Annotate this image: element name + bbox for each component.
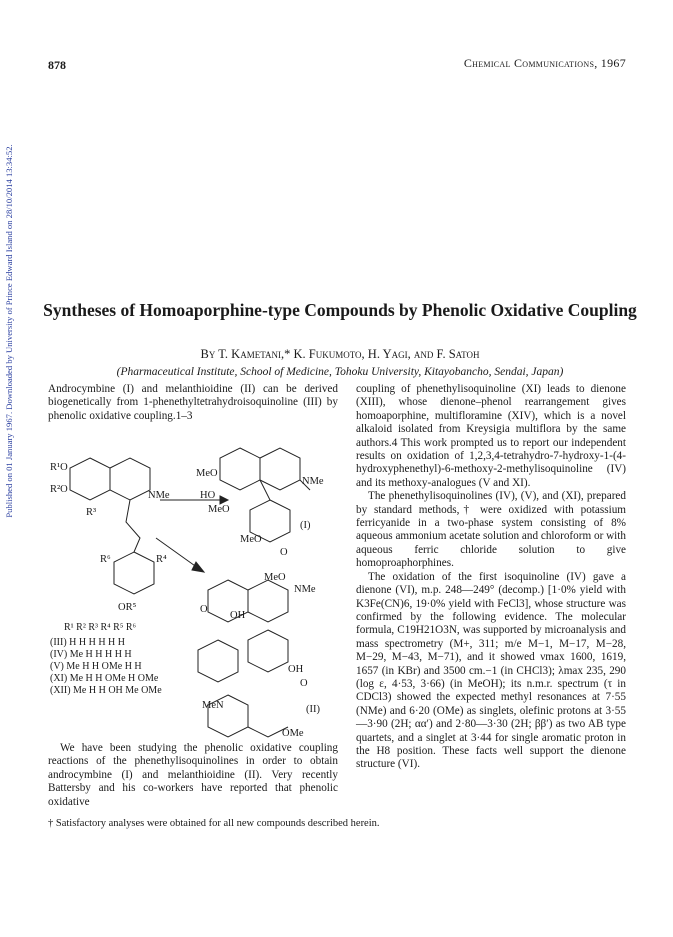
nme-label-2: NMe <box>302 476 324 487</box>
meo-label-2: MeO <box>208 504 230 515</box>
compound-I-label: (I) <box>300 520 311 531</box>
page-number: 878 <box>48 58 66 72</box>
men-label: MeN <box>202 700 224 711</box>
r3-label: R³ <box>86 507 97 518</box>
compound-II-label: (II) <box>306 704 320 715</box>
left-column-intro <box>48 383 338 423</box>
substituent-row: (IV) Me H H H H H <box>50 649 132 660</box>
o-label-3: O <box>300 678 308 689</box>
right-paragraph-3: The oxidation of the first isoquinoline (IV) gave a dienone (VI), m.p. 248—249° (decomp.) [1·0% yield with K3Fe(CN)6, 19·0% yield with FeCl3], whose structure was confirmed by the following evidence. The molecular formula, C19H21O3N, was supported by microanalysis and mass spectrometry (M+, 311; m/e M−1, M−17, M−28, M−29, M−43, M−71), and it showed νmax 1600, 1619, 1657 (in KBr) and 3500 cm.−1 (in CHCl3); λmax 235, 290 (log ε, 4·53, 3·66) (in MeOH); its n.m.r. spectrum (τ in CDCl3) showed the expected methyl resonances at 7·55 (NMe) and 6·20 (OMe) as singlets, olefinic protons at 3·55—3·90 (2H; αα′) and 2·80—3·30 (2H; ββ′) as two AB type quartets, and a singlet at 3·44 for single aromatic proton in the H8 position. These facts well support the dienone structure (VI). <box>356 570 626 771</box>
download-stamp: Published on 01 January 1967. Downloaded by University of Prince Edward Island on 28/10/2014 13:34:52. <box>4 144 14 518</box>
footnote: † Satisfactory analyses were obtained for all new compounds described herein. <box>48 818 380 829</box>
substituent-row: (V) Me H H OMe H H <box>50 661 142 672</box>
r1o-label: R¹O <box>50 462 68 473</box>
author-line: By T. Kametani,* K. Fukumoto, H. Yagi, and F. Satoh <box>200 347 480 361</box>
right-paragraph-2: The phenethylisoquinolines (IV), (V), and (XI), prepared by standard methods,† were oxidized with potassium ferricyanide in a two-phase system consisting of 8% aqueous ammonium acetate solution and chloroform or with aqueous ferric chloride solution to give homoproaphorphines. <box>356 490 626 570</box>
affiliation: (Pharmaceutical Institute, School of Medicine, Tohoku University, Kitayobancho, Sendai, Japan) <box>116 366 564 378</box>
ho-label: HO <box>200 490 216 501</box>
substituent-row: (XI) Me H H OMe H OMe <box>50 673 159 684</box>
o-label-1: O <box>280 547 288 558</box>
oh-label-2: OH <box>288 664 304 675</box>
r4-label: R⁴ <box>156 554 167 565</box>
nme-label: NMe <box>148 490 170 501</box>
substituent-table-header: R¹ R² R³ R⁴ R⁵ R⁶ <box>64 622 136 633</box>
substituent-row: (XII) Me H H OH Me OMe <box>50 685 162 696</box>
meo-label-1: MeO <box>196 468 218 479</box>
right-paragraph-1: coupling of phenethylisoquinoline (XI) leads to dienone (XIII), whose dienone–phenol rearrangement gives homoaporphine, multifloramine (XIV), which is a novel alkaloid isolated from Kreysigia multiflora by the same authors.4 This work prompted us to report our independent results on oxidation of 1,2,3,4-tetrahydro-7-hydroxy-1-(4-hydroxyphenethyl)-6-methoxy-2-methylisoquinoline (IV) and its methoxy-analogues (V and XI). <box>356 383 626 489</box>
ome-label: OMe <box>282 728 304 739</box>
meo-label-3: MeO <box>240 534 262 545</box>
nme-label-3: NMe <box>294 584 316 595</box>
article-title: Syntheses of Homoaporphine-type Compounds by Phenolic Oxidative Coupling <box>43 300 637 320</box>
substituent-row: (III) H H H H H H <box>50 637 125 648</box>
or5-label: OR⁵ <box>118 602 137 613</box>
left-column-body <box>48 742 338 809</box>
oh-label-1: OH <box>230 610 246 621</box>
body-paragraph: We have been studying the phenolic oxidative coupling reactions of the phenethylisoquinolines in order to obtain androcymbine (I) and melanthioidine (II). Very recently Battersby and his co-workers have reported that phenolic oxidative <box>48 742 338 808</box>
o-label-2: O <box>200 604 208 615</box>
intro-paragraph: Androcymbine (I) and melanthioidine (II) can be derived biogenetically from 1-phenethyltetrahydroisoquinoline (III) by phenolic oxidative coupling.1–3 <box>48 383 338 422</box>
reaction-scheme <box>48 440 348 750</box>
journal-header: Chemical Communications, 1967 <box>463 56 626 70</box>
r2o-label: R²O <box>50 484 68 495</box>
meo-label-4: MeO <box>264 572 286 583</box>
right-column <box>356 383 626 772</box>
r6-label: R⁶ <box>100 554 111 565</box>
